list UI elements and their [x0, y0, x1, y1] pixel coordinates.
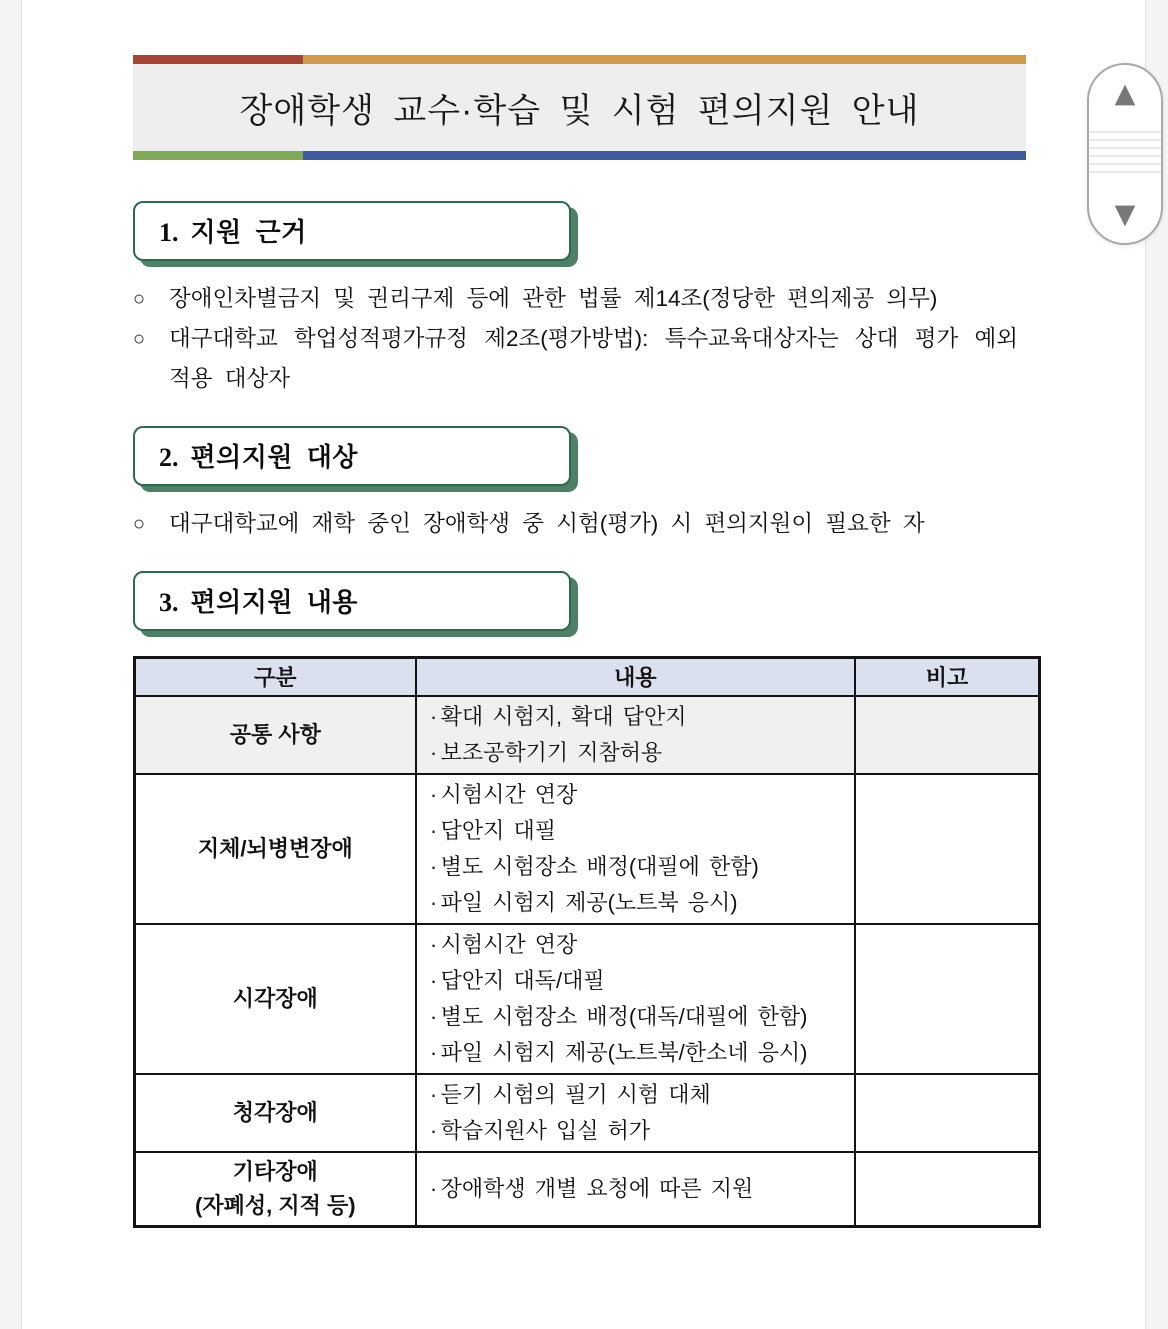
- bullet-item: [133, 504, 1018, 544]
- support-item: [427, 813, 855, 849]
- support-item: [427, 735, 855, 771]
- section-title: 지원 근거: [190, 217, 307, 247]
- section-heading-3: [133, 571, 571, 631]
- support-item: [427, 927, 855, 963]
- scroll-grip[interactable]: [1089, 131, 1161, 177]
- support-item-text: 답안지 대독/대필: [440, 967, 605, 993]
- note-cell: [855, 1152, 1039, 1227]
- content-cell: [416, 696, 856, 774]
- bullet-item: [133, 279, 1018, 319]
- middle-dot-icon: ·: [429, 703, 438, 729]
- table-row: [135, 1152, 1040, 1227]
- scroll-up-button[interactable]: ▲: [1114, 78, 1136, 109]
- circle-bullet-icon: ○: [133, 328, 146, 350]
- table-row: [135, 924, 1040, 1074]
- content-cell: [416, 1152, 856, 1227]
- bullet-item: [133, 319, 1018, 399]
- content-cell: [416, 924, 856, 1074]
- col-header-category: 구분: [135, 658, 416, 696]
- content-cell: [416, 774, 856, 924]
- support-item-text: 시험시간 연장: [440, 781, 578, 807]
- middle-dot-icon: ·: [429, 1175, 438, 1201]
- col-header-content: 내용: [416, 658, 856, 696]
- note-cell: [855, 696, 1039, 774]
- content-cell: [416, 1074, 856, 1152]
- scroll-widget[interactable]: [1087, 63, 1163, 245]
- category-label: 공통 사항: [229, 721, 321, 747]
- table-row: [135, 1074, 1040, 1152]
- section-number: 1.: [159, 218, 179, 247]
- banner-body: [133, 64, 1026, 151]
- support-item-text: 파일 시험지 제공(노트북 응시): [440, 889, 738, 915]
- banner-bar-blue-segment: [303, 151, 1026, 160]
- category-cell: [135, 1074, 416, 1152]
- bullet-text: 장애인차별금지 및 권리구제 등에 관한 법률 제14조(정당한 편의제공 의무): [169, 286, 938, 311]
- section-1-bullets: [133, 279, 1018, 399]
- support-item-text: 별도 시험장소 배정(대독/대필에 한함): [440, 1003, 808, 1029]
- section-title: 편의지원 내용: [190, 587, 358, 617]
- support-item: [427, 849, 855, 885]
- support-item-text: 확대 시험지, 확대 답안지: [440, 703, 687, 729]
- support-item: [427, 1077, 855, 1113]
- table-header-row: [135, 658, 1040, 696]
- support-item-text: 장애학생 개별 요청에 따른 지원: [440, 1175, 754, 1201]
- section-heading-2: [133, 426, 571, 486]
- middle-dot-icon: ·: [429, 781, 438, 807]
- support-item: [427, 1171, 855, 1207]
- col-header-note: 비고: [855, 658, 1039, 696]
- support-item: [427, 1113, 855, 1149]
- category-sublabel: (자폐성, 지적 등): [195, 1192, 356, 1218]
- category-label: 청각장애: [232, 1099, 318, 1125]
- category-label: 시각장애: [232, 985, 318, 1011]
- table-row: [135, 774, 1040, 924]
- banner-bar-gold-segment: [303, 55, 1026, 64]
- scroll-down-button[interactable]: ▼: [1114, 199, 1136, 230]
- section-heading-1: [133, 201, 571, 261]
- middle-dot-icon: ·: [429, 1003, 438, 1029]
- table-row: [135, 696, 1040, 774]
- middle-dot-icon: ·: [429, 1081, 438, 1107]
- circle-bullet-icon: ○: [133, 513, 146, 535]
- middle-dot-icon: ·: [429, 817, 438, 843]
- support-item-text: 듣기 시험의 필기 시험 대체: [440, 1081, 711, 1107]
- page-title: 장애학생 교수·학습 및 시험 편의지원 안내: [239, 92, 920, 130]
- middle-dot-icon: ·: [429, 967, 438, 993]
- support-item: [427, 699, 855, 735]
- support-item: [427, 885, 855, 921]
- support-item: [427, 999, 855, 1035]
- support-item: [427, 1035, 855, 1071]
- support-item-text: 답안지 대필: [440, 817, 556, 843]
- banner-bar-green-segment: [133, 151, 303, 160]
- support-item-text: 파일 시험지 제공(노트북/한소네 응시): [440, 1039, 808, 1065]
- support-table: [133, 656, 1041, 1228]
- support-item-text: 학습지원사 입실 허가: [440, 1117, 651, 1143]
- middle-dot-icon: ·: [429, 1117, 438, 1143]
- section-number: 2.: [159, 443, 179, 472]
- support-item-text: 별도 시험장소 배정(대필에 한함): [440, 853, 759, 879]
- document-page: [133, 0, 1043, 1228]
- banner-top-bar: [133, 55, 1026, 64]
- bullet-text: 대구대학교 학업성적평가규정 제2조(평가방법): 특수교육대상자는 상대 평가 예외 적용 대상자: [169, 326, 1018, 391]
- support-item-text: 보조공학기기 지참허용: [440, 739, 663, 765]
- title-banner: [133, 55, 1026, 160]
- support-item-text: 시험시간 연장: [440, 931, 578, 957]
- category-cell: [135, 696, 416, 774]
- category-label: 지체/뇌병변장애: [197, 835, 353, 861]
- note-cell: [855, 924, 1039, 1074]
- banner-bar-red-segment: [133, 55, 303, 64]
- note-cell: [855, 774, 1039, 924]
- middle-dot-icon: ·: [429, 931, 438, 957]
- category-cell: [135, 1152, 416, 1227]
- circle-bullet-icon: ○: [133, 288, 146, 310]
- section-number: 3.: [159, 588, 179, 617]
- bullet-text: 대구대학교에 재학 중인 장애학생 중 시험(평가) 시 편의지원이 필요한 자: [169, 511, 925, 536]
- viewer-left-margin: [0, 0, 22, 1329]
- middle-dot-icon: ·: [429, 739, 438, 765]
- middle-dot-icon: ·: [429, 889, 438, 915]
- category-label: 기타장애: [232, 1158, 318, 1184]
- category-cell: [135, 924, 416, 1074]
- note-cell: [855, 1074, 1039, 1152]
- section-2-bullets: [133, 504, 1018, 544]
- support-item: [427, 777, 855, 813]
- support-item: [427, 963, 855, 999]
- section-title: 편의지원 대상: [190, 442, 358, 472]
- middle-dot-icon: ·: [429, 853, 438, 879]
- middle-dot-icon: ·: [429, 1039, 438, 1065]
- category-cell: [135, 774, 416, 924]
- banner-bottom-bar: [133, 151, 1026, 160]
